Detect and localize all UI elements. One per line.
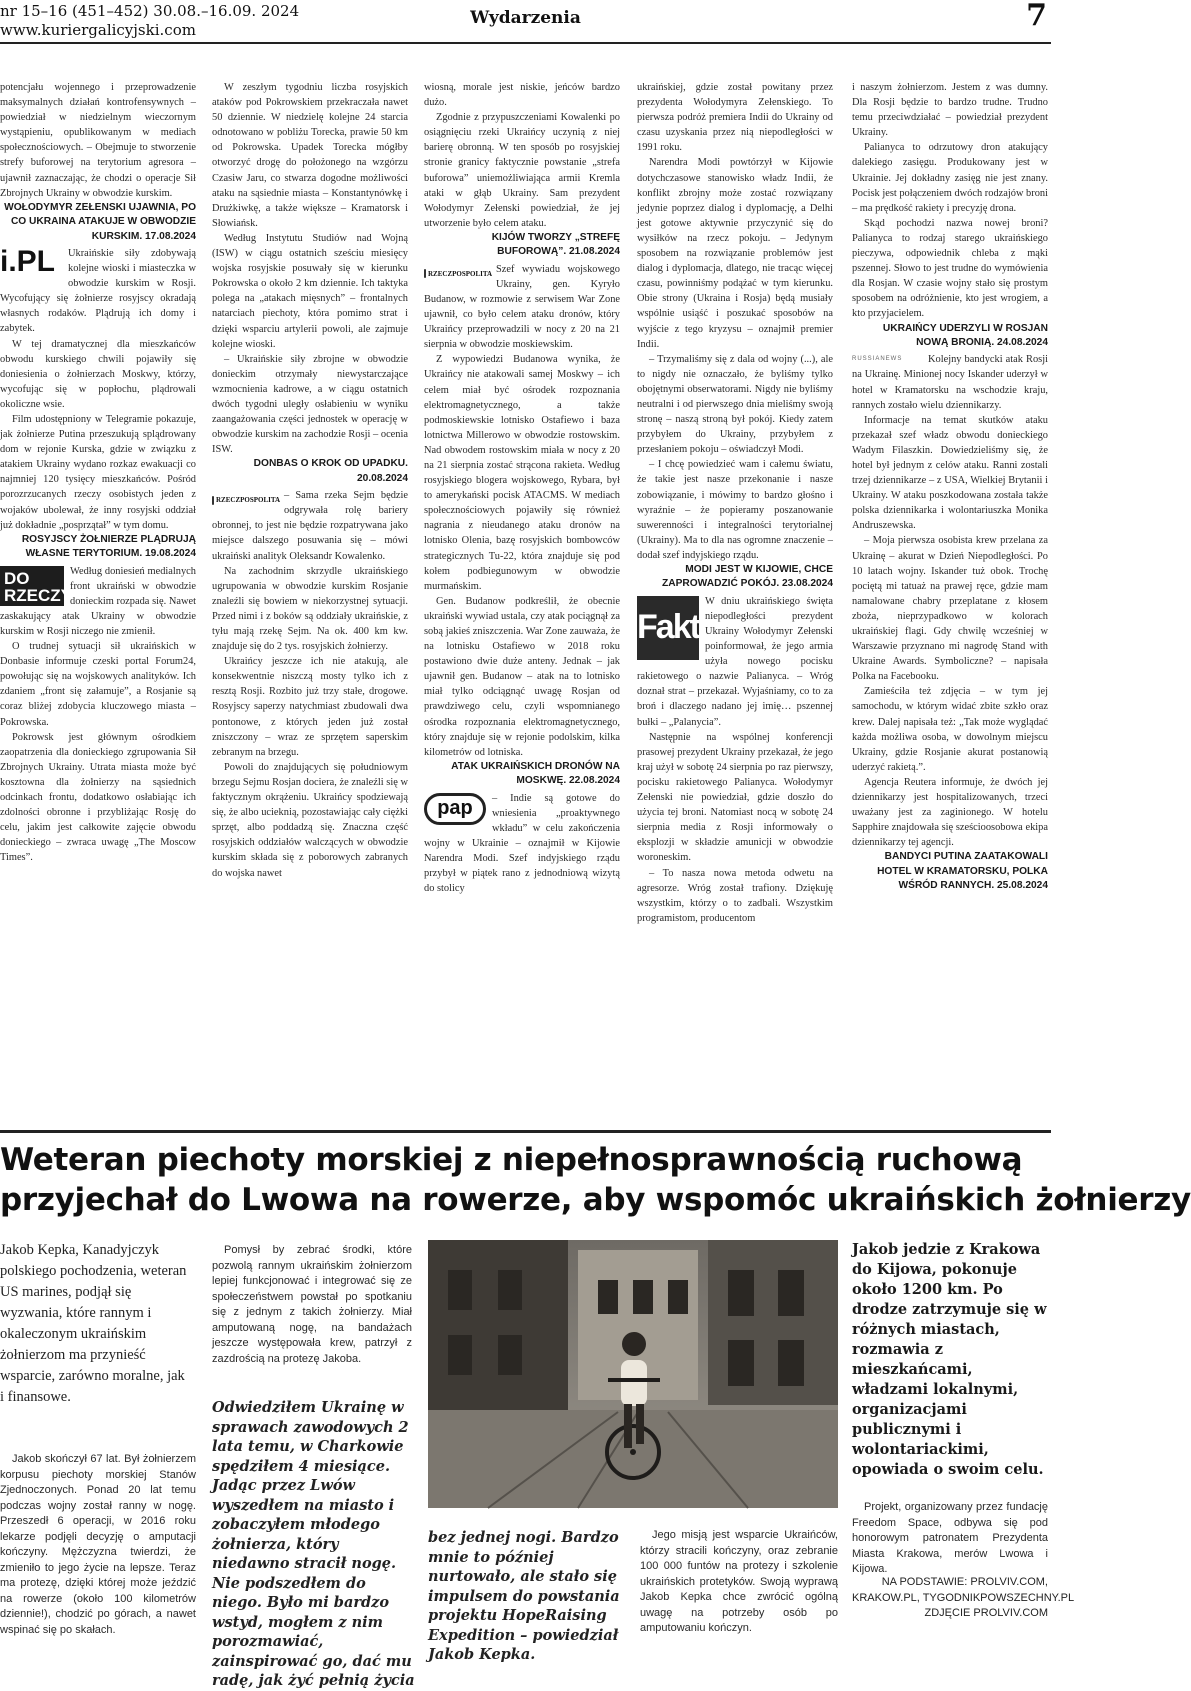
paragraph: Według Instytutu Studiów nad Wojną (ISW) w ciągu ostatnich sześciu miesięcy wojska rosyjskie posuwały się w kierunku Pokrowska o około 2 km dziennie. Ich taktyka polega na „atakach mięsnych” – frontalnych natarciach piechoty, która pomimo strat i dzięki wsparciu artylerii powoli, ale zajmuje kolejne wioski. bbox=[212, 232, 408, 350]
section-title: Wydarzenia bbox=[470, 8, 581, 28]
paragraph: Palianyca to odrzutowy dron atakujący dalekiego zasięgu. Produkowany jest w Ukrainie. Jej dokładny zasięg nie jest znany. Pocisk jest połączeniem dwóch rodzajów broni – ma prędkość rakiety i precyzję drona. bbox=[852, 142, 1048, 214]
article-pullquote: Jakob jedzie z Krakowa do Kijowa, pokonuje około 1200 km. Po drodze zatrzymuje się w różnych miastach, rozmawia z mieszkańcami, władzami lokalnymi, organizacjami publicznymi i wolontariackimi, opowiada o swoim celu. bbox=[852, 1241, 1047, 1478]
paragraph: wiosną, morale jest niskie, jeńców bardzo dużo. bbox=[424, 82, 620, 109]
paragraph: Gen. Budanow podkreślił, że obecnie ukraiński wywiad ustala, czy atak pociągnął za sobą jakieś zniszczenia. War Zone zauważa, że na lotnisku Ostafiewo w 2018 roku postawiono dwie duże anteny. Jednak – jak ujawnił gen. Budanow – atak na to lotnisko miał tylko odciągnąć uwagę Rosjan od prawdziwego celu, czyli wspomnianego ośrodka rozpoznania elektromagnetycznego, który znajduje się w rejonie podolskim, kilka kilometrów od lotniska. bbox=[424, 595, 620, 758]
article-body-1 bbox=[0, 1452, 196, 1638]
column-4 bbox=[637, 80, 833, 1108]
paragraph: Film udostępniony w Telegramie pokazuje, jak żołnierze Putina przeszukują splądrowany dom w rejonie Kurska, gdzie w związku z atakiem Ukrainy wydano rozkaz ewakuacji co najmniej 120 tysięcy mieszkańców. Pośród porozrzucanych rzeczy osobistych jeden z wojaków ubolewał, że inny rosyjski oddział już dokładnie „posprzątał” w tym domu. bbox=[0, 414, 196, 531]
news-headline: UKRAIŃCY UDERZYLI W ROSJAN NOWĄ BRONIĄ. 24.08.2024 bbox=[882, 322, 1048, 348]
paragraph: – Trzymaliśmy się z dala od wojny (...), ale to nigdy nie oznaczało, że byliśmy tylko obojętnymi obserwatorami. Nigdy nie byliśmy neutralni i od pierwszego dnia mieliśmy swoją stronę – naszą stroną był pokój. Kiedy zatem przybyłem do Ukrainy, przybyłem z przesłaniem pokoju – oświadczył Modi. bbox=[637, 353, 833, 456]
paragraph: Skąd pochodzi nazwa nowej broni? Palianyca to rodzaj starego ukraińskiego pieczywa, odpowiednik chleba z mąki pszennej. Słowo to jest trudne do wymówienia dla Rosjan. W czasie wojny stało się prostym sposobem na odróżnienie, kto jest wrogiem, a kto przyjacielem. bbox=[852, 217, 1048, 320]
issue-line: nr 15–16 (451–452) 30.08.–16.09. 2024 bbox=[0, 2, 300, 20]
paragraph: – I chcę powiedzieć wam i całemu światu, że takie jest nasze przekonanie i nasze zobowiązanie, i mówimy to bardzo głośno i wyraźnie – że popieramy poszanowanie suwerenności i integralności terytorialnej (Ukrainy). Ma to dla nas ogromne znaczenie – dodał szef indyjskiego rządu. bbox=[637, 459, 833, 561]
paragraph: W tej dramatycznej dla mieszkańców obwodu kurskiego chwili pojawiły się doniesienia o żołnierzach Moskwy, którzy, wycofując się w popłochu, plądrowali okoliczne wsie. bbox=[0, 338, 196, 410]
news-headline: ATAK UKRAIŃSKICH DRONÓW NA MOSKWĘ. 22.08.2024 bbox=[451, 760, 620, 787]
article-sources bbox=[852, 1575, 1075, 1622]
source-line: ZDJĘCIE PROLVIV.COM bbox=[924, 1607, 1048, 1619]
paragraph: Na zachodnim skrzydle ukraińskiego ugrupowania w obwodzie kurskim Rosjanie znaleźli się bowiem w niekorzystnej sytuacji. Przed nimi i z boków są oddziały ukraińskie, z tyłu mają rzekę Sejm. Na ok. 400 km kw. znajduje się do 2 tys. rosyjskich żołnierzy. bbox=[212, 565, 408, 653]
fakt-logo: Fakt bbox=[637, 596, 699, 660]
news-headline: ROSYJSCY ŻOŁNIERZE PLĄDRUJĄ WŁASNE TERYTORIUM. 19.08.2024 bbox=[21, 533, 196, 560]
article-body-2 bbox=[212, 1243, 412, 1367]
paragraph: i naszym żołnierzom. Jestem z was dumny. Dla Rosji będzie to bardzo trudne. Trudno temu przeciwdziałać – powiedział prezydent Ukrainy. bbox=[852, 82, 1048, 139]
news-headline: KIJÓW TWORZY „STREFĘ BUFOROWĄ”. 21.08.2024 bbox=[491, 231, 620, 258]
paragraph: Ukraińskie siły zdobywają kolejne wioski i miasteczka w obwodzie kurskim w Rosji. Wycofujący się żołnierze rosyjscy okradają własnych rodaków. Plądrują ich domy i zabytek. bbox=[0, 247, 196, 335]
headline-line: Weteran piechoty morskiej z niepełnosprawnością ruchową bbox=[0, 1142, 1023, 1178]
news-headline: WOŁODYMYR ZEŁENSKI UJAWNIA, PO CO UKRAINA ATAKUJE W OBWODZIE KURSKIM. 17.08.2024 bbox=[4, 201, 196, 242]
paragraph: Jego misją jest wsparcie Ukraińców, którzy stracili kończyny, oraz zebranie 100 000 funtów na protezy i szkolenie ukraińskich protetyków. Swoją wyprawą Jakob Kepka chce zwrócić ogólną uwagę na potrzeby osób po amputowaniu kończyn. bbox=[640, 1529, 838, 1634]
cyclist-photo bbox=[428, 1240, 838, 1508]
eagle-icon bbox=[424, 269, 426, 278]
column-5 bbox=[852, 80, 1048, 1108]
article-quote-1: Odwiedziłem Ukrainę w sprawach zawodowych 2 lata temu, w Charkowie spędziłem 4 miesiące. Jadąc przez Lwów wyszedłem na miasto i zobaczyłem młodego żołnierza, który niedawno stracił nogę. Nie podszedłem do niego. Było mi bardzo wstyd, mogłem z nim porozmawiać, zainspirować go, dać mu radę, jak żyć pełnią życia bbox=[212, 1399, 415, 1689]
source-logo: RUSSIANEWS bbox=[852, 356, 903, 363]
news-headline: BANDYCI PUTINA ZAATAKOWALI HOTEL W KRAMATORSKU, POLKA WŚRÓD RANNYCH. 25.08.2024 bbox=[877, 851, 1048, 892]
paragraph: Zgodnie z przypuszczeniami Kowalenki po osiągnięciu rzeki Ukraińcy uczynią z niej barierę obronną. W ten sposób po rosyjskiej stronie granicy faktycznie powstanie „strefa buforowa” uniemożliwiająca armii Kremla ataki w głąb Ukrainy. Sam prezydent Wołodymyr Zełenski powiedział, że jej utworzenie było celem ataku. bbox=[424, 112, 620, 229]
paragraph: Szef wywiadu wojskowego Ukrainy, gen. Kyryło Budanow, w rozmowie z serwisem War Zone ujawnił, co było celem ataku dronów, który Ukraińcy przeprowadzili w nocy z 20 na 21 sierpnia w obwodzie moskiewskim. bbox=[424, 263, 620, 351]
paragraph: Pomysł by zebrać środki, które pozwolą rannym ukraińskim żołnierzom lepiej funkcjonować i integrować się ze społeczeństwem powstał po spotkaniu się z jednym z takich żołnierzy. Miał amputowaną nogę, na bandażach jeszcze występowała krew, patrzył z zazdrością na protezę Jakoba. bbox=[212, 1244, 412, 1365]
paragraph: Zamieściła też zdjęcia – w tym jej samochodu, w którym widać zbite szkło oraz krew. Dalej napisała też: „Tak może wyglądać każda możliwa osoba, w dowolnym miejscu Ukrainy, gdzie Rosjanie akurat postanowią uderzyć rakietą.”. bbox=[852, 686, 1048, 773]
column-1 bbox=[0, 80, 196, 1108]
news-headline: DONBAS O KROK OD UPADKU. 20.08.2024 bbox=[253, 458, 408, 484]
paragraph: ukraińskiej, gdzie został powitany przez prezydenta Wołodymyra Zełenskiego. To pierwsza podróż premiera Indii do Ukrainy od czasu uzyskania przez nią niepodległości w 1991 roku. bbox=[637, 82, 833, 154]
paragraph: Projekt, organizowany przez fundację Freedom Space, odbywa się pod honorowym patronatem Prezydenta Miasta Krakowa, merów Lwowa i Kijowa. bbox=[852, 1501, 1048, 1575]
pap-logo: pap bbox=[424, 793, 486, 825]
paragraph: – To nasza nowa metoda odwetu na agresorze. Wróg został trafiony. Dziękuję wszystkim, którzy o to zadbali. Wszystkim programistom, producentom bbox=[637, 867, 833, 924]
paragraph: Narendra Modi powtórzył w Kijowie dotychczasowe stanowisko władz Indii, że konflikt zbrojny może zostać rozwiązany jedynie poprzez dialog i dyplomację, a Delhi jest gotowe aktywnie przyczynić się do wysiłków na rzecz pokoju. – Jedynym sposobem na rozwiązanie problemów jest dialog i dyplomacja, dlatego, nie tracąc więcej czasu, powinniśmy podążać w tym kierunku. Obie strony (Ukraina i Rosja) będą musiały wspólnie usiąść i poszukać sposobów na wyjście z tego kryzysu – oznajmił premier Indii. bbox=[637, 157, 833, 350]
logo-text: RZECZPOSPOLITA bbox=[428, 269, 493, 278]
paragraph: O trudnej sytuacji sił ukraińskich w Donbasie informuje czeski portal Forum24, powołując się na wojskowych analityków. Ich zdaniem „front się załamuje”, a Rosjanie są coraz bliżej zdobycia kluczowego miasta – Pokrowska. bbox=[0, 641, 196, 728]
rzeczpospolita-logo bbox=[212, 490, 281, 510]
paragraph: Z wypowiedzi Budanowa wynika, że Ukraińcy nie atakowali samej Moskwy – ich celem miał być ośrodek rozpoznania elektromagnetycznego, a także podmoskiewskie lotnisko Ostafiewo i baza lotnictwa Millerowo w obwodzie rostowskim. Nad obwodem rostowskim miała w nocy z 20 na 21 sierpnia zostać strącona rakieta. Według rosyjskiego blogera wojskowego, Rybara, był to amerykański pocisk ATACMS. W mediach społecznościowych pojawiły się również nagrania z nieudanego ataku dronów na lotnisko Olenia, bazę rosyjskich bombowców strategicznych Tu-22, która znajduje się pod kołem podbiegunowym w obwodzie murmańskim. bbox=[424, 354, 620, 592]
column-2 bbox=[212, 80, 408, 1108]
news-headline: MODI JEST W KIJOWIE, CHCE ZAPROWADZIĆ POKÓJ. 23.08.2024 bbox=[662, 564, 833, 590]
eagle-icon bbox=[212, 496, 214, 505]
do-rzeczy-logo: DO RZECZY bbox=[0, 566, 64, 606]
article-body-4 bbox=[852, 1500, 1048, 1578]
paragraph: Następnie na wspólnej konferencji prasowej prezydent Ukrainy przekazał, że jego kraj użył w sobotę 24 sierpnia po raz pierwszy, pocisku rakietowego Palianyca. Wołodymyr Zełenski nie powiedział, gdzie doszło do użycia tej broni. Natomiast nocą w sobotę 24 sierpnia media z Rosji informowały o eksplozji w składzie amunicji w obwodzie woroneskim. bbox=[637, 731, 833, 864]
ipl-logo: i.PL bbox=[0, 244, 56, 278]
page-number: 7 bbox=[1026, 0, 1047, 33]
paragraph: Pokrowsk jest głównym ośrodkiem zaopatrzenia dla donieckiego zgrupowania Sił Zbrojnych Ukrainy. Utrata miasta może być kosztowna dla żołnierzy na sąsiednich odcinkach frontu, dodatkowo osłabiając ich zdolności obronne i przybliżając Rosję do celu, jakim jest całkowite zajęcie obwodu donieckiego – zwraca uwagę „The Moscow Times”. bbox=[0, 731, 196, 864]
article-quote-2: bez jednej nogi. Bardzo mnie to później nurtowało, ale stało się impulsem do powstania projektu HopeRaising Expedition – powiedział Jakob Kepka. bbox=[428, 1529, 620, 1663]
paragraph: – Indie są gotowe do wniesienia „proaktywnego wkładu” w celu zakończenia wojny w Ukrainie – oznajmił w Kijowie Narendra Modi. Szef indyjskiego rządu przybył w piątek rano z jednodniową wizytą do stolicy bbox=[424, 792, 620, 895]
paragraph: Kolejny bandycki atak Rosji na Ukrainę. Minionej nocy Iskander uderzył w hotel w Kramatorsku na wschodzie kraju, rannych zostało wielu dziennikarzy. bbox=[852, 354, 1048, 411]
article-lead: Jakob Kepka, Kanadyjczyk polskiego pochodzenia, weteran US marines, podjął się wyzwania, które rannym i okaleczonym ukraińskim żołnierzom ma przynieść wsparcie, zarówno moralne, jak i finansowe. bbox=[0, 1242, 187, 1405]
paragraph: – Ukraińskie siły zbrojne w obwodzie donieckim otrzymały niewystarczające wzmocnienia kadrowe, a w ciągu ostatnich dwóch tygodni uległy osłabieniu w wyniku zaangażowania części jednostek w operację w obwodzie kurskim na zachodzie Rosji – ocenia ISW. bbox=[212, 353, 408, 456]
logo-text: RZECZPOSPOLITA bbox=[216, 496, 281, 505]
paragraph: Agencja Reutera informuje, że dwóch jej dziennikarzy jest hospitalizowanych, trzeci uważany jest za zaginionego. W hotelu Sapphire znajdowała się sześcioosobowa ekipa dziennikarzy tej agencji. bbox=[852, 776, 1048, 849]
headline-line: przyjechał do Lwowa na rowerze, aby wspomóc ukraińskich żołnierzy bbox=[0, 1182, 1191, 1218]
paragraph: Jakob skończył 67 lat. Był żołnierzem korpusu piechoty morskiej Stanów Zjednoczonych. Ponad 20 lat temu podczas wojny został ranny w nogę. Przeszedł 6 operacji, w 2016 roku lekarze podjęli decyzję o amputacji kończyny. Mężczyzna twierdzi, że zmieniło to jego życie na lepsze. Teraz ma protezę, dzięki której może jeździć na rowerze (około 100 kilometrów dziennie!), chodzić po górach, a nawet wspinać się po skałach. bbox=[0, 1453, 196, 1636]
paragraph: Informacje na temat skutków ataku przekazał szef władz obwodu donieckiego Wadym Filaszkin. Dowiedzieliśmy się, że hotel był jednym z celów ataku. Ranni zostali trzej dziennikarze – z USA, Wielkiej Brytanii i Ukrainy. W ataku poszkodowana została także polska dziennikarka i wolontariuszka Monika Andruszewska. bbox=[852, 414, 1048, 532]
paragraph: Powoli do znajdujących się południowym brzegu Sejmu Rosjan dociera, że znaleźli się w faktycznym okrążeniu. Ukraińcy spodziewają się, że albo ucieknią, pozostawiając cały ciężki sprzęt, albo poddadzą się. Znaczna część rosyjskich oddziałów walczących w obwodzie kurskim składa się z poborowych zabranych do wojska nawet bbox=[212, 761, 408, 879]
column-3 bbox=[424, 80, 620, 1108]
paragraph: – Moja pierwsza osobista krew przelana za Ukrainę – akurat w Dzień Niepodległości. Po 10 latach wojny. Iskander tuż obok. Trochę pociętą mi tatuaż na prawej ręce, gdzie mam namalowane chabry przeplatane z kłosem zboża, nieprzypadkowo w kolorach ukraińskiej flagi. Gdy chwilę wcześniej w Warszawie przyznano mi nagrodę Stand with Ukraine Awards. Symboliczne? – napisała Polka na Facebooku. bbox=[852, 535, 1048, 683]
paragraph: W zeszłym tygodniu liczba rosyjskich ataków pod Pokrowskiem przekraczała nawet 50 dziennie. W niedzielę kolejne 24 starcia odnotowano w pobliżu Torecka, prawie 50 km od Pokrowska. Upadek Torecka mógłby otworzyć drogę do położonego na wzgórzu Czasiw Jaru, co stwarza dogodne możliwości ataku na sąsiednie miasta – Konstantynówkę i Drużkiwkę, a także większe – Kramatorsk i Słowiańsk. bbox=[212, 82, 408, 229]
article-headline bbox=[0, 1140, 1191, 1220]
paragraph: potencjału wojennego i przeprowadzenie maksymalnych działań kontrofensywnych – powiedział w niedzielnym wieczornym wystąpieniu, opublikowanym w mediach społecznościowych. – Obejmuje to stworzenie strefy buforowej na terytorium agresora – ujawnił zaznaczając, że chodzi o operacje Sił Zbrojnych Ukrainy w obwodzie kurskim. bbox=[0, 82, 196, 199]
source-line: NA PODSTAWIE: PROLVIV.COM, bbox=[881, 1576, 1048, 1588]
paragraph: – Sama rzeka Sejm będzie odgrywała rolę bariery obronnej, to jest nie będzie rozpatrywana jako miejsce dalszego posuwania się – mówi ukraiński analityk Oleksandr Kowalenko. bbox=[212, 490, 408, 562]
section-divider bbox=[0, 1130, 1051, 1133]
website-link[interactable]: www.kuriergalicyjski.com bbox=[0, 21, 196, 39]
rzeczpospolita-logo bbox=[424, 264, 493, 284]
paragraph: W dniu ukraińskiego święta niepodległości prezydent Ukrainy Wołodymyr Zełenski poinformował, że jego armia użyła nowego pocisku rakietowego o nazwie Palianyca. – Wróg doznał strat – przekazał. Wyjaśniamy, co to za broń i dlaczego nadano jej imię… pszennej bułki – „Palanycia”. bbox=[637, 595, 833, 728]
cyclist-photo-image bbox=[428, 1240, 838, 1508]
article-body-3 bbox=[640, 1528, 838, 1637]
paragraph: Według doniesień medialnych front ukraiński w obwodzie donieckim rozpada się. Nawet zaskakujący atak Ukrainy w obwodzie kurskim w Rosji niczego nie zmienił. bbox=[0, 565, 196, 637]
paragraph: Ukraińcy jeszcze ich nie atakują, ale konsekwentnie niszczą mosty tylko ich z resztą Rosji. Rozbito już trzy stałe, drogowe. Rosyjscy saperzy natychmiast zbudowali dwa pontonowe, z których jeden już został zniszczony – wraz ze sprzętem saperskim zebranym na brzegu. bbox=[212, 656, 408, 758]
source-line: KRAKOW.PL, TYGODNIKPOWSZECHNY.PL bbox=[852, 1591, 1075, 1604]
masthead bbox=[0, 0, 1051, 44]
